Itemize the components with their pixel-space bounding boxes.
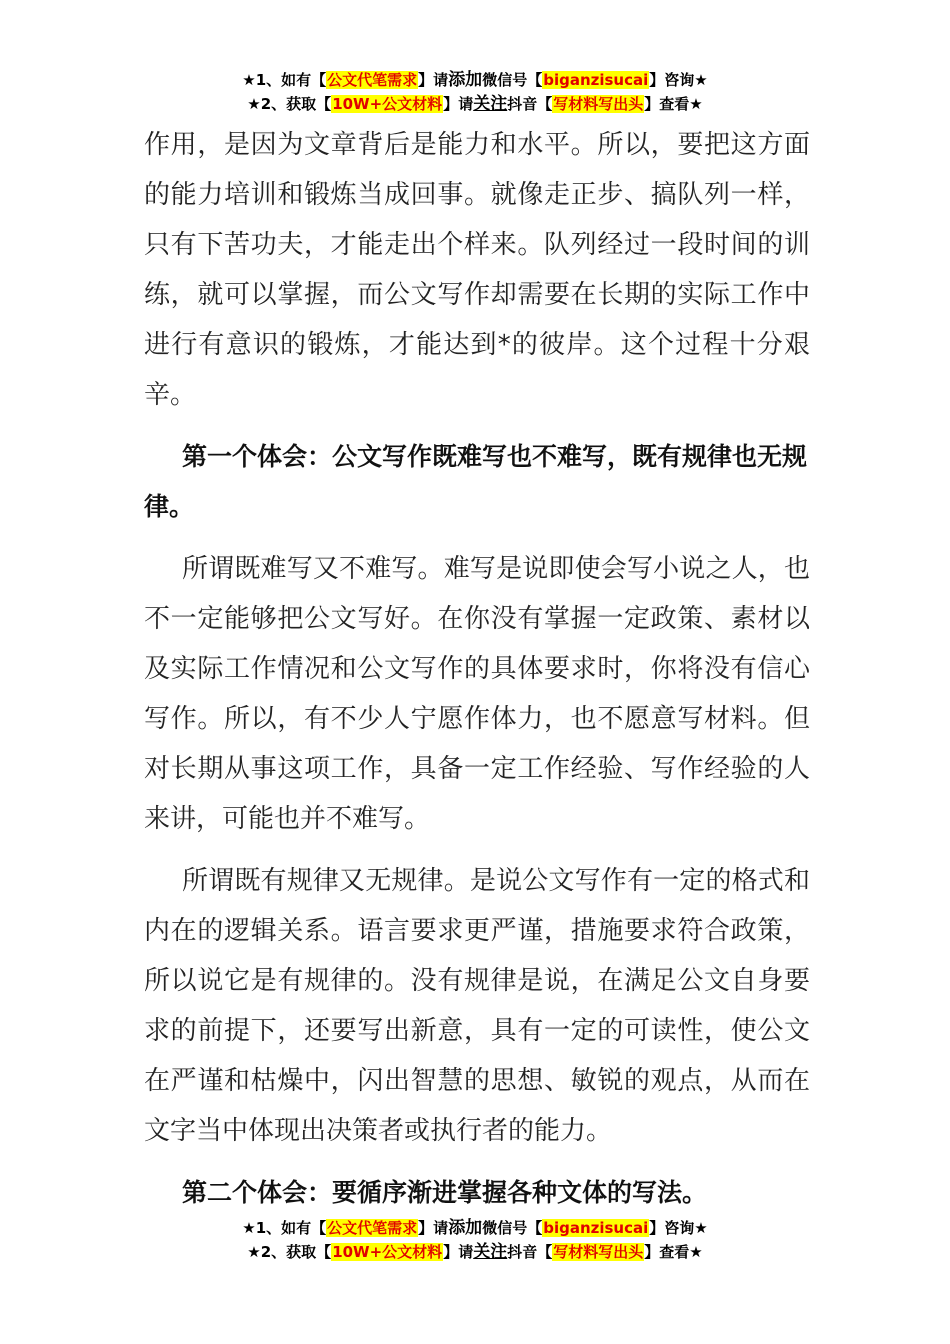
- banner-line-1: [0, 1216, 950, 1240]
- banner-line-2: [0, 92, 950, 116]
- paragraph-1: 作用，是因为文章背后是能力和水平。所以，要把这方面的能力培训和锻炼当成回事。就像走正步、搞队列一样，只有下苦功夫，才能走出个样来。队列经过一段时间的训练，就可以掌握，而公文写作却需要在长期的实际工作中进行有意识的锻炼，才能达到*的彼岸。这个过程十分艰辛。: [144, 130, 810, 410]
- banner-text: 】请: [418, 71, 449, 89]
- banner-highlight: 写材料写出头: [553, 95, 644, 113]
- banner-text: 】请: [443, 1243, 474, 1261]
- paragraph-gap: [144, 420, 810, 432]
- paragraph-gap: [144, 844, 810, 856]
- banner-text: 】咨询★: [649, 1219, 708, 1237]
- banner-emphasis: 关注: [473, 1242, 508, 1262]
- banner-emphasis: 添加: [448, 70, 483, 90]
- banner-text: 抖音【: [507, 1243, 553, 1261]
- banner-highlight: biganzisucai: [543, 1219, 649, 1237]
- banner-highlight: 10W+公文材料: [332, 1243, 443, 1261]
- banner-text: ★2、获取【: [247, 1243, 332, 1261]
- header-banner: [0, 68, 950, 116]
- banner-text: 】查看★: [644, 95, 703, 113]
- banner-text: 】请: [418, 1219, 449, 1237]
- footer-banner: [0, 1216, 950, 1264]
- document-body: [144, 120, 810, 1218]
- banner-line-2: [0, 1240, 950, 1264]
- banner-text: 】请: [443, 95, 474, 113]
- heading-first-insight: 第一个体会：公文写作既难写也不难写，既有规律也无规律。: [144, 442, 808, 521]
- banner-text: 抖音【: [507, 95, 553, 113]
- banner-text: ★1、如有【: [242, 71, 327, 89]
- banner-highlight: 公文代笔需求: [327, 1219, 418, 1237]
- banner-line-1: [0, 68, 950, 92]
- paragraph-gap: [144, 532, 810, 544]
- banner-highlight: 写材料写出头: [553, 1243, 644, 1261]
- banner-text: ★1、如有【: [242, 1219, 327, 1237]
- banner-highlight: 10W+公文材料: [332, 95, 443, 113]
- paragraph-2: 所谓既难写又不难写。难写是说即使会写小说之人，也不一定能够把公文写好。在你没有掌握一定政策、素材以及实际工作情况和公文写作的具体要求时，你将没有信心写作。所以，有不少人宁愿作体力，也不愿意写材料。但对长期从事这项工作，具备一定工作经验、写作经验的人来讲，可能也并不难写。: [144, 554, 810, 834]
- heading-second-insight: 第二个体会：要循序渐进掌握各种文体的写法。: [182, 1178, 708, 1207]
- banner-emphasis: 添加: [448, 1218, 483, 1238]
- banner-text: 微信号【: [482, 71, 543, 89]
- banner-highlight: biganzisucai: [543, 71, 649, 89]
- banner-emphasis: 关注: [473, 94, 508, 114]
- banner-highlight: 公文代笔需求: [327, 71, 418, 89]
- banner-text: ★2、获取【: [247, 95, 332, 113]
- banner-text: 】咨询★: [649, 71, 708, 89]
- paragraph-3: 所谓既有规律又无规律。是说公文写作有一定的格式和内在的逻辑关系。语言要求更严谨，措施要求符合政策，所以说它是有规律的。没有规律是说，在满足公文自身要求的前提下，还要写出新意，具有一定的可读性，使公文在严谨和枯燥中，闪出智慧的思想、敏锐的观点，从而在文字当中体现出决策者或执行者的能力。: [144, 866, 810, 1146]
- paragraph-gap: [144, 1156, 810, 1168]
- banner-text: 】查看★: [644, 1243, 703, 1261]
- banner-text: 微信号【: [482, 1219, 543, 1237]
